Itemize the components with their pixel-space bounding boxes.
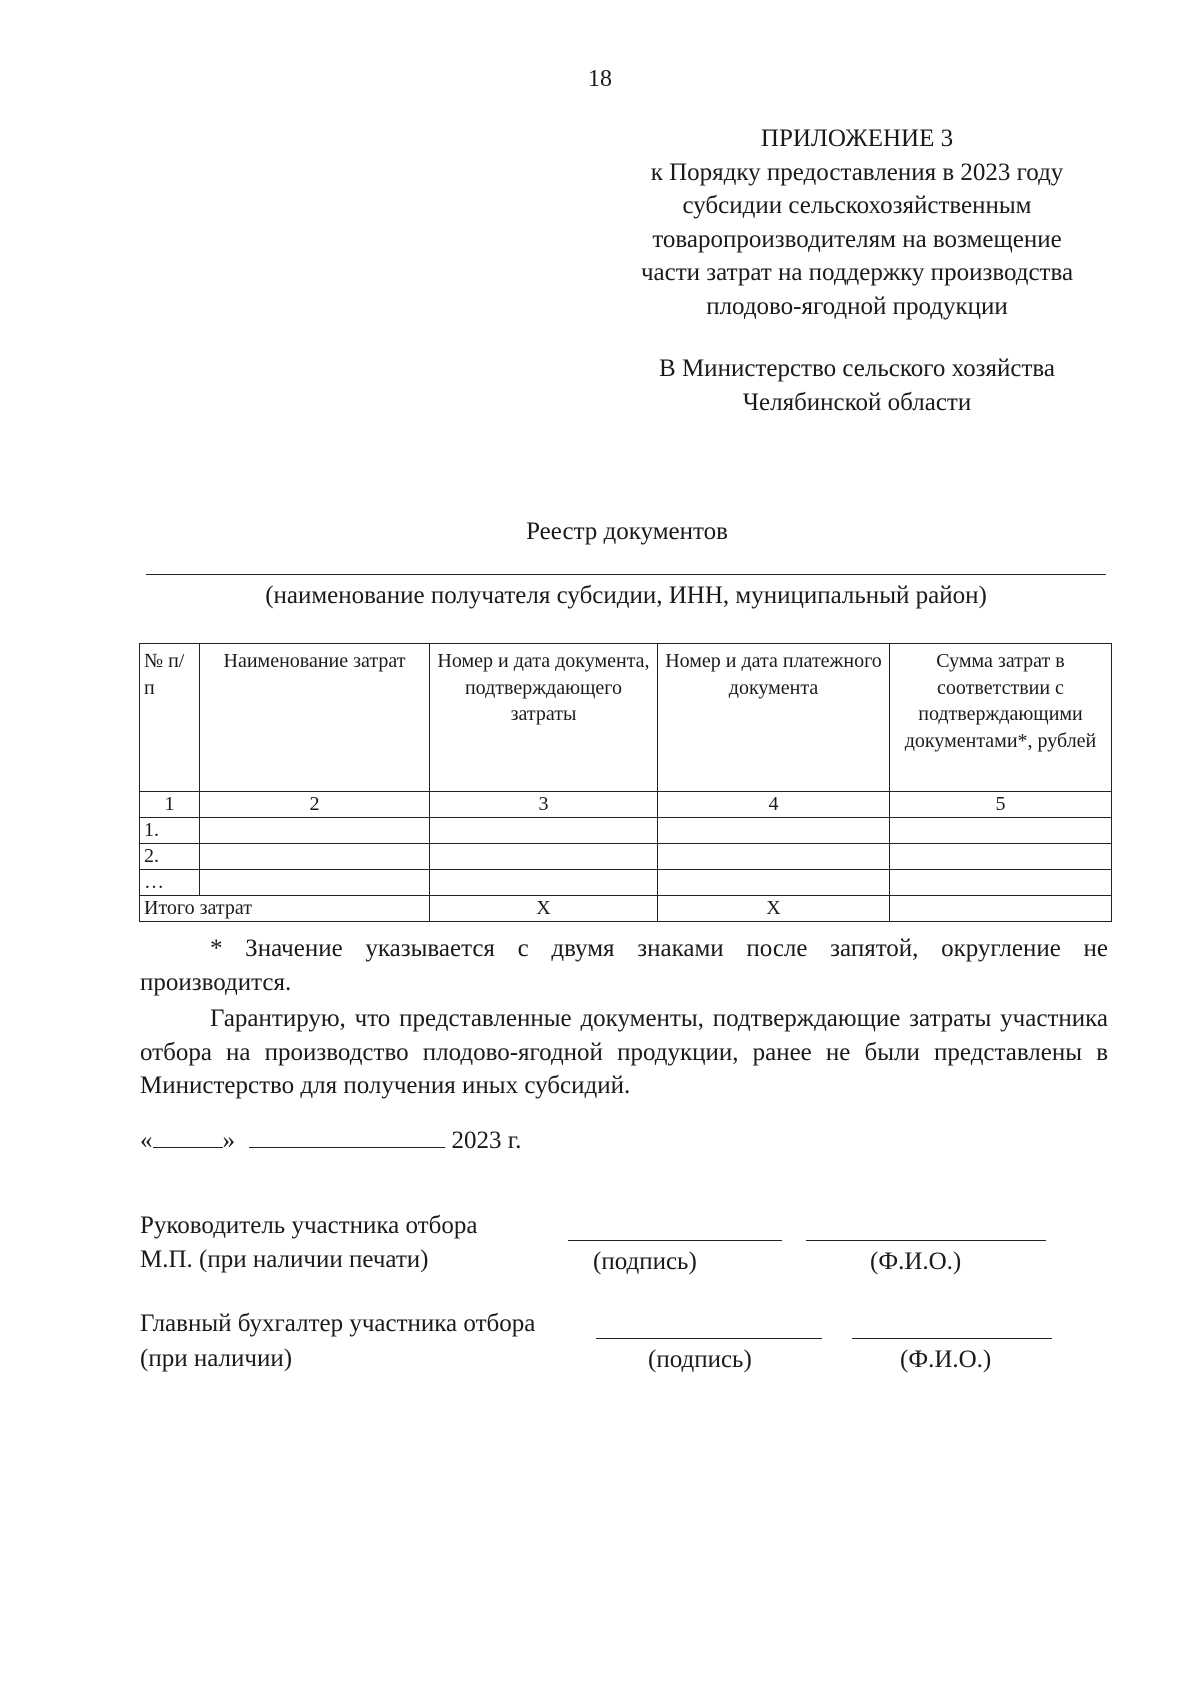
accountant-signature-label: (подпись) [648,1346,752,1373]
table-cell [200,870,430,896]
appendix-line: субсидии сельскохозяйственным [682,192,1032,219]
guarantee-statement: Гарантирую, что представленные документы, подтверждающие затраты участника отбора на производство плодово-ягодной продукции, ранее не были представлены в Министерство для получения иных субсидий. [140,1005,1108,1099]
column-number: 5 [890,792,1112,818]
head-name-label: (Ф.И.О.) [870,1248,962,1275]
accountant-signature-line [596,1338,822,1339]
table-cell [200,844,430,870]
column-number: 1 [140,792,200,818]
head-signature-line [568,1240,782,1241]
total-cell [890,896,1112,922]
addressee-line: Челябинской области [742,388,972,416]
table-row [140,844,1112,870]
appendix-heading [612,122,1102,323]
total-cell: Х [658,896,890,922]
table-cell [658,818,890,844]
table-cell [890,870,1112,896]
date-line [140,1125,521,1155]
table-cell [658,870,890,896]
row-number: … [140,870,200,896]
table-cell [430,844,658,870]
row-number: 1. [140,818,200,844]
date-close-quote: » [222,1127,235,1154]
appendix-line: к Порядку предоставления в 2023 году [650,158,1064,186]
table-cell [890,844,1112,870]
head-title: Руководитель участника отбора [140,1212,478,1239]
table-cell [430,870,658,896]
column-numbers-row [140,792,1112,818]
recipient-name-line [146,574,1106,575]
table-cell [890,818,1112,844]
appendix-line: товаропроизводителям на возмещение [652,225,1062,253]
header-expense-name: Наименование затрат [200,644,430,792]
head-signature-label: (подпись) [593,1248,697,1275]
header-payment-doc: Номер и дата платежного документа [658,644,890,792]
total-row [140,896,1112,922]
recipient-caption: (наименование получателя субсидии, ИНН, муниципальный район) [265,582,987,609]
total-label: Итого затрат [140,896,430,922]
appendix-line: части затрат на поддержку производства [640,259,1074,286]
accountant-note: (при наличии) [140,1345,293,1372]
column-number: 2 [200,792,430,818]
table-row [140,870,1112,896]
column-number: 3 [430,792,658,818]
header-amount: Сумма затрат в соответствии с подтверждающими документами*, рублей [890,644,1112,792]
day-blank [153,1125,223,1148]
table-cell [200,818,430,844]
accountant-name-line [852,1338,1052,1339]
accountant-name-label: (Ф.И.О.) [900,1346,992,1373]
page-number: 18 [588,66,612,92]
table-cell [658,844,890,870]
date-open-quote: « [140,1127,153,1154]
addressee [612,352,1102,419]
appendix-title: ПРИЛОЖЕНИЕ 3 [760,125,954,152]
accountant-title: Главный бухгалтер участника отбора [140,1310,536,1337]
table-cell [430,818,658,844]
column-number: 4 [658,792,890,818]
footnote: * Значение указывается с двумя знаками после запятой, округление не производится. [140,935,1108,996]
date-year: 2023 г. [451,1127,522,1154]
head-seal-note: М.П. (при наличии печати) [140,1246,429,1273]
head-name-line [806,1240,1046,1241]
total-cell: Х [430,896,658,922]
table-row [140,818,1112,844]
addressee-line: В Министерство сельского хозяйства [659,355,1055,382]
month-blank [249,1125,445,1148]
table-header-row [140,644,1112,792]
header-number: № п/п [140,644,200,792]
document-title: Реестр документов [526,518,728,545]
appendix-line: плодово-ягодной продукции [706,292,1008,320]
header-supporting-doc: Номер и дата документа, подтверждающего затраты [430,644,658,792]
documents-registry-table [139,643,1112,922]
row-number: 2. [140,844,200,870]
